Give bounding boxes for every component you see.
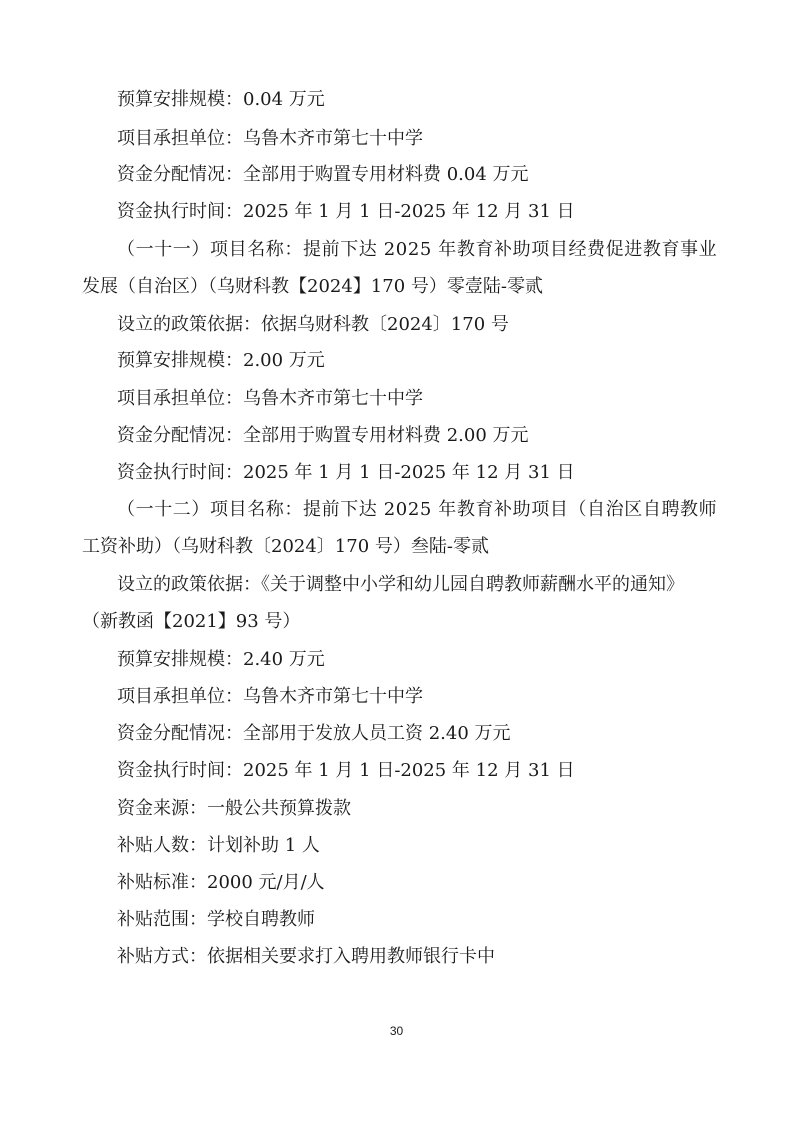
undertaking-unit-line: 项目承担单位：乌鲁木齐市第七十中学 (117, 128, 423, 149)
project-11-title-line-1: （一十一）项目名称：提前下达 2025 年教育补助项目经费促进教育事业 (117, 239, 718, 260)
project-12-subsidy-method: 补贴方式：依据相关要求打入聘用教师银行卡中 (117, 946, 495, 967)
project-11-undertaking-unit: 项目承担单位：乌鲁木齐市第七十中学 (117, 388, 423, 409)
project-11-policy-basis: 设立的政策依据：依据乌财科教〔2024〕170 号 (117, 314, 509, 335)
project-11-fund-allocation: 资金分配情况：全部用于购置专用材料费 2.00 万元 (117, 425, 529, 446)
project-12-subsidy-scope: 补贴范围：学校自聘教师 (117, 909, 315, 930)
project-12-subsidy-standard: 补贴标准：2000 元/月/人 (117, 872, 325, 893)
project-12-undertaking-unit: 项目承担单位：乌鲁木齐市第七十中学 (117, 686, 423, 707)
project-12-execution-time: 资金执行时间：2025 年 1 月 1 日-2025 年 12 月 31 日 (117, 760, 575, 781)
project-11-execution-time: 资金执行时间：2025 年 1 月 1 日-2025 年 12 月 31 日 (117, 462, 575, 483)
budget-scale-line: 预算安排规模：0.04 万元 (117, 89, 325, 110)
project-12-subsidy-count: 补贴人数：计划补助 1 人 (117, 835, 320, 856)
project-12-policy-basis-line-1: 设立的政策依据：《关于调整中小学和幼儿园自聘教师薪酬水平的通知》 (117, 574, 684, 595)
execution-time-line: 资金执行时间：2025 年 1 月 1 日-2025 年 12 月 31 日 (117, 201, 575, 222)
project-12-policy-basis-line-2: （新教函【2021】93 号） (82, 611, 301, 632)
fund-allocation-line: 资金分配情况：全部用于购置专用材料费 0.04 万元 (117, 164, 529, 185)
project-11-title-line-2: 发展（自治区）（乌财科教【2024】170 号）零壹陆-零贰 (82, 276, 543, 297)
project-11-budget-scale: 预算安排规模：2.00 万元 (117, 350, 325, 371)
project-12-title-line-2: 工资补助）（乌财科教〔2024〕170 号）叁陆-零贰 (82, 536, 489, 557)
project-12-budget-scale: 预算安排规模：2.40 万元 (117, 649, 325, 670)
project-12-title-line-1: （一十二）项目名称：提前下达 2025 年教育补助项目（自治区自聘教师 (117, 499, 718, 520)
project-12-fund-source: 资金来源：一般公共预算拨款 (117, 798, 351, 819)
project-12-fund-allocation: 资金分配情况：全部用于发放人员工资 2.40 万元 (117, 723, 511, 744)
page-number: 30 (389, 1024, 404, 1038)
